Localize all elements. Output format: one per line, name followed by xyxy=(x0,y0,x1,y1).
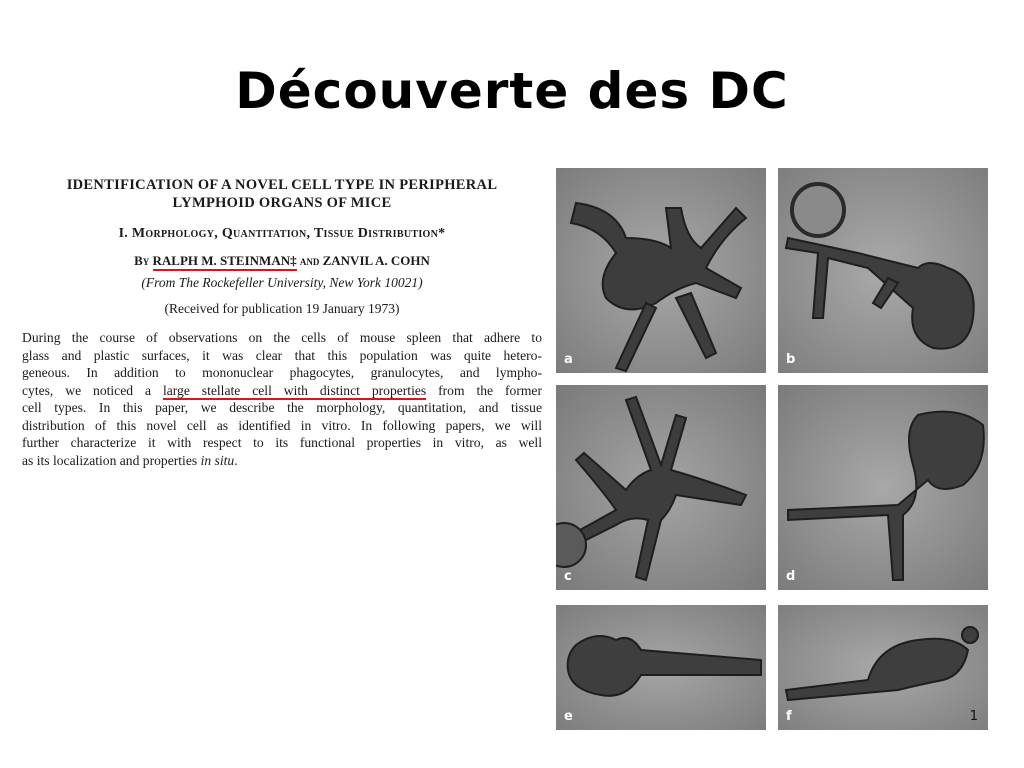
and-word: and xyxy=(299,253,320,268)
abstract-line: geneous. In addition to mononuclear phagocytes, granulocytes, and lympho- xyxy=(22,365,542,380)
cell-image-e xyxy=(556,605,766,730)
micrograph-panel-b xyxy=(778,168,988,373)
paper-title-line-2: LYMPHOID ORGANS OF MICE xyxy=(172,195,392,211)
abstract-text: as its localization and properties xyxy=(22,452,198,468)
paper-title xyxy=(22,176,542,212)
paper-subtitle: I. Morphology, Quantitation, Tissue Distribution* xyxy=(118,226,446,241)
abstract-line: further characterize it with respect to its functional properties in vitro, as well xyxy=(22,435,542,450)
highlighted-phrase: large stellate cell with distinct properties xyxy=(162,382,427,398)
abstract-line: glass and plastic surfaces, it was clear that this population was quite hetero- xyxy=(22,347,542,363)
figure-number: 1 xyxy=(969,709,978,724)
micrograph-panel-f xyxy=(778,605,988,730)
cell-image-d xyxy=(778,385,988,590)
cell-image-b xyxy=(778,168,988,373)
abstract-text: from the former xyxy=(438,382,542,398)
panel-label: d xyxy=(786,569,796,584)
abstract-line: cell types. In this paper, we describe the morphology, quantitation, and tissue xyxy=(22,400,542,415)
author-cohn: ZANVIL A. COHN xyxy=(322,253,430,268)
paper-received: (Received for publication 19 January 1973) xyxy=(164,301,400,316)
author-steinman: RALPH M. STEINMAN‡ xyxy=(153,253,297,271)
paper-title-line-1: IDENTIFICATION OF A NOVEL CELL TYPE IN PERIPHERAL xyxy=(66,177,498,193)
paper-affiliation: (From The Rockefeller University, New York 10021) xyxy=(141,275,423,290)
abstract-text: . xyxy=(234,452,238,468)
in-situ-italic: in situ xyxy=(200,452,235,468)
panel-label: b xyxy=(786,352,796,367)
paper-excerpt xyxy=(22,176,542,469)
micrograph-panel-c xyxy=(556,385,766,590)
paper-authors xyxy=(22,253,542,269)
abstract-line: During the course of observations on the cells of mouse spleen that adhere to xyxy=(22,330,542,345)
cell-image-a xyxy=(556,168,766,373)
micrograph-panel-d xyxy=(778,385,988,590)
abstract-text: cytes, we noticed a xyxy=(22,382,152,398)
panel-label: e xyxy=(564,709,573,724)
panel-label: c xyxy=(564,569,572,584)
paper-abstract xyxy=(22,329,542,469)
cell-image-c xyxy=(556,385,766,590)
cell-image-f xyxy=(778,605,988,730)
micrograph-panel-e xyxy=(556,605,766,730)
panel-label: a xyxy=(564,352,573,367)
abstract-line: distribution of this novel cell as identified in vitro. In following papers, we will xyxy=(22,417,542,433)
slide-title: Découverte des DC xyxy=(235,62,789,120)
panel-label: f xyxy=(786,709,792,724)
micrograph-panel-a xyxy=(556,168,766,373)
by-word: By xyxy=(134,253,150,268)
abstract-line-highlighted xyxy=(22,382,542,400)
abstract-line xyxy=(22,452,542,470)
